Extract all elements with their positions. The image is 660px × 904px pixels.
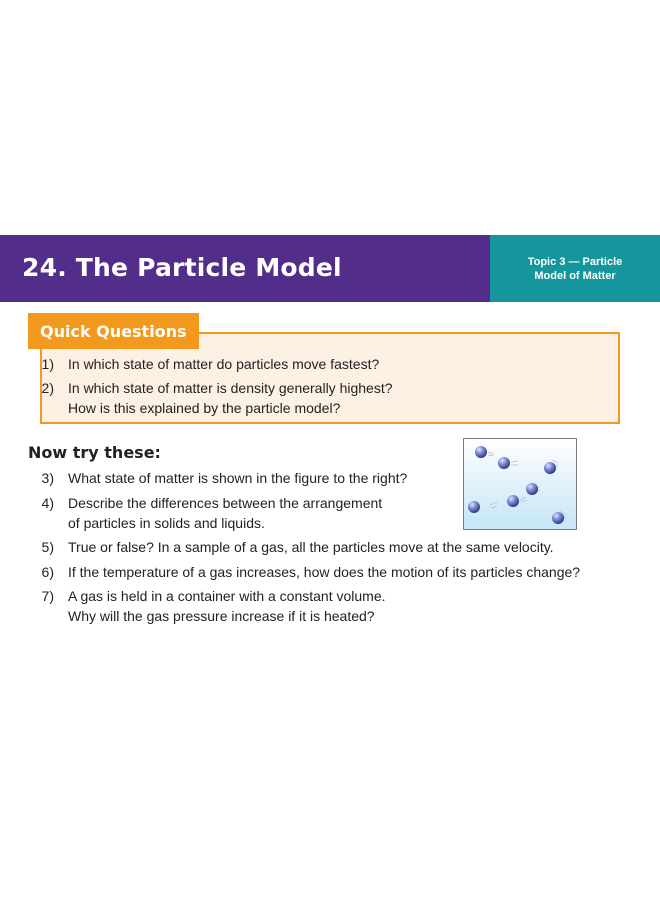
question-number: 2) — [41, 380, 54, 396]
particle — [526, 483, 538, 495]
question-text: If the temperature of a gas increases, how does the motion of its particles change? — [68, 564, 581, 580]
question-number: 1) — [41, 356, 54, 372]
particle — [544, 462, 556, 474]
particle — [498, 457, 510, 469]
question-number: 4) — [41, 495, 54, 511]
quick-questions-label: Quick Questions — [28, 313, 199, 349]
page-title: 24. The Particle Model — [22, 253, 342, 282]
topic-badge — [490, 235, 660, 302]
now-try-heading: Now try these: — [28, 443, 161, 462]
topic-line-2: Model of Matter — [534, 269, 616, 282]
page-header — [0, 235, 660, 302]
question-text: Describe the differences between the arrangement — [68, 495, 383, 511]
question-number: 7) — [41, 588, 54, 604]
gas-particles-figure — [463, 438, 577, 530]
question-text: True or false? In a sample of a gas, all the particles move at the same velocity. — [68, 539, 554, 555]
question-number: 3) — [41, 470, 54, 486]
question-text: In which state of matter is density generally highest? — [68, 380, 393, 396]
title-bar — [0, 235, 490, 302]
topic-line-1: Topic 3 — Particle — [527, 255, 623, 268]
question-text: How is this explained by the particle model? — [68, 400, 341, 416]
question-text: In which state of matter do particles move fastest? — [68, 356, 380, 372]
question-text: What state of matter is shown in the figure to the right? — [68, 470, 408, 486]
question-number: 6) — [41, 564, 54, 580]
question-number: 5) — [41, 539, 54, 555]
question-text: of particles in solids and liquids. — [68, 515, 265, 531]
particle — [475, 446, 487, 458]
gas-particles-icon — [464, 439, 576, 529]
question-text: Why will the gas pressure increase if it is heated? — [68, 608, 375, 624]
particle — [468, 501, 480, 513]
question-text: A gas is held in a container with a constant volume. — [68, 588, 386, 604]
particle — [507, 495, 519, 507]
particle — [552, 512, 564, 524]
